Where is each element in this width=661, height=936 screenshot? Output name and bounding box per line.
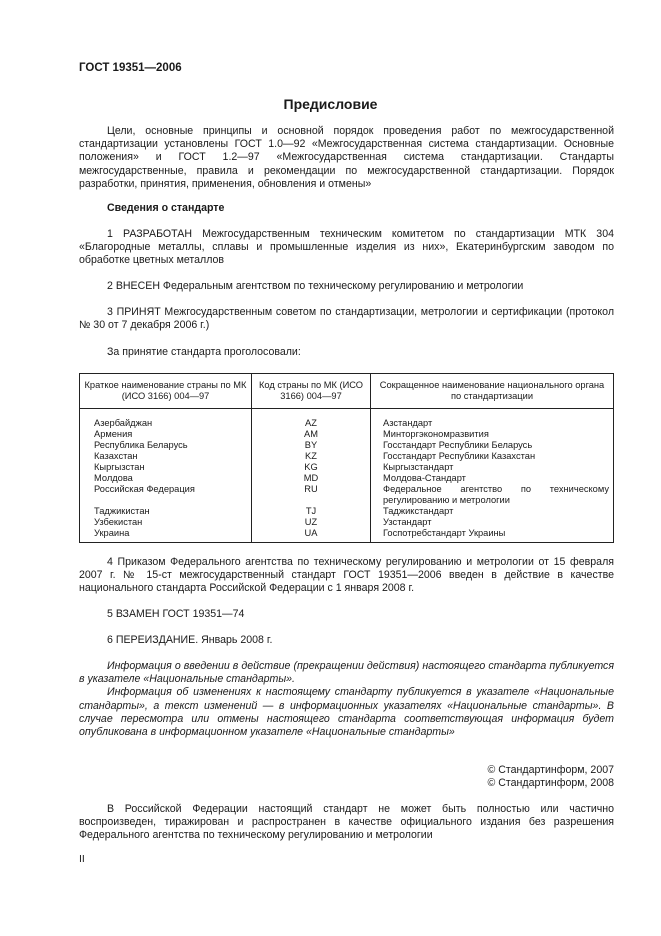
standards-body: Минторгэкономразвития (371, 429, 614, 440)
table-header-code: Код страны по МК (ИСО 3166) 004—97 (252, 374, 371, 409)
country-code: BY (252, 440, 371, 451)
country-name: Азербайджан (80, 409, 252, 430)
publication-notice (79, 660, 614, 739)
notice-changes: Информация об изменениях к настоящему стандарту публикуется в указателе «Национальные стандарты», а текст изменений — в информационных указателях «Национальные стандарты». В случае пересмотра или отмены настоящего стандарта соответствующая информация будет опубликована в информационном указателе «Национальные стандарты» (79, 686, 614, 739)
country-code: TJ (252, 506, 371, 517)
table-row (80, 506, 614, 517)
voting-table (79, 373, 614, 543)
table-row (80, 473, 614, 484)
standards-body: Азстандарт (371, 409, 614, 430)
item-6 (79, 634, 614, 647)
legal-text: В Российской Федерации настоящий стандарт не может быть полностью или частично воспроизведен, тиражирован и распространен в качестве официального издания без разрешения Федерального агентства по техническому регулированию и метрологии (79, 803, 614, 842)
copyright-block (488, 764, 614, 790)
table-row (80, 429, 614, 440)
table-row (80, 409, 614, 430)
table-row (80, 440, 614, 451)
voted-label-block (79, 346, 614, 359)
table-row (80, 462, 614, 473)
item-2 (79, 280, 614, 293)
standards-body: Таджикстандарт (371, 506, 614, 517)
voted-label: За принятие стандарта проголосовали: (107, 346, 301, 358)
item-1 (79, 228, 614, 268)
country-code: UZ (252, 517, 371, 528)
item-5 (79, 608, 614, 621)
item-5-text: 5 ВЗАМЕН ГОСТ 19351—74 (107, 608, 245, 620)
standards-body: Кыргызстандарт (371, 462, 614, 473)
country-code: MD (252, 473, 371, 484)
country-code: RU (252, 484, 371, 506)
country-code: UA (252, 528, 371, 543)
item-3-text: 3 ПРИНЯТ Межгосударственным советом по стандартизации, метрологии и сертификации (протокол № 30 от 7 декабря 2006 г.) (79, 306, 614, 332)
standards-body: Молдова-Стандарт (371, 473, 614, 484)
country-code: KZ (252, 451, 371, 462)
table-header-organ: Сокращенное наименование национального органа по стандартизации (371, 374, 614, 409)
standards-body: Госстандарт Республики Беларусь (371, 440, 614, 451)
country-name: Кыргызстан (80, 462, 252, 473)
legal-notice (79, 803, 614, 843)
country-name: Украина (80, 528, 252, 543)
standard-code: ГОСТ 19351—2006 (79, 62, 182, 74)
country-code: KG (252, 462, 371, 473)
country-name: Республика Беларусь (80, 440, 252, 451)
country-name: Казахстан (80, 451, 252, 462)
item-6-text: 6 ПЕРЕИЗДАНИЕ. Январь 2008 г. (107, 634, 273, 646)
table-row (80, 484, 614, 506)
table-row (80, 528, 614, 543)
table-header-country: Краткое наименование страны по МК (ИСО 3166) 004—97 (80, 374, 252, 409)
notice-introduction: Информация о введении в действие (прекращении действия) настоящего стандарта публикуется в указателе «Национальные стандарты». (79, 660, 614, 686)
standards-body: Госпотребстандарт Украины (371, 528, 614, 543)
country-code: AM (252, 429, 371, 440)
item-3 (79, 306, 614, 332)
item-4-text: 4 Приказом Федерального агентства по техническому регулированию и метрологии от 15 февраля 2007 г. № 15-ст межгосударственный стандарт ГОСТ 19351—2006 введен в действие в качестве национального стандарта Российской Федерации с 1 января 2008 г. (79, 556, 614, 595)
page-title: Предисловие (283, 96, 378, 112)
table-row (80, 517, 614, 528)
item-2-text: 2 ВНЕСЕН Федеральным агентством по техническому регулированию и метрологии (107, 280, 524, 292)
item-4 (79, 556, 614, 596)
country-code: AZ (252, 409, 371, 430)
country-name: Молдова (80, 473, 252, 484)
standards-body: Узстандарт (371, 517, 614, 528)
copyright-line: © Стандартинформ, 2007 (487, 764, 614, 776)
info-heading-block (79, 202, 614, 215)
table-header-row (80, 374, 614, 409)
item-1-text: 1 РАЗРАБОТАН Межгосударственным техническим комитетом по стандартизации МТК 304 «Благородные металлы, сплавы и промышленные изделия из них», Екатеринбургским заводом по обработке цветных металлов (79, 228, 614, 267)
table-row (80, 451, 614, 462)
standards-body: Госстандарт Республики Казахстан (371, 451, 614, 462)
country-name: Армения (80, 429, 252, 440)
copyright-line: © Стандартинформ, 2008 (487, 777, 614, 789)
country-name: Узбекистан (80, 517, 252, 528)
page-number: II (79, 853, 85, 865)
intro-paragraph (79, 125, 614, 191)
intro-text: Цели, основные принципы и основной порядок проведения работ по межгосударственной стандартизации установлены ГОСТ 1.0—92 «Межгосударственная система стандартизации. Основные положения» и ГОСТ 1.2—97 «Межгосударственная система стандартизации. Стандарты межгосударственные, правила и рекомендации по межгосударственной стандартизации. Порядок разработки, принятия, применения, обновления и отмены» (79, 125, 614, 190)
country-name: Таджикистан (80, 506, 252, 517)
info-heading: Сведения о стандарте (107, 202, 225, 214)
standards-body: Федеральное агентство по техническому регулированию и метрологии (371, 484, 614, 506)
country-name: Российская Федерация (80, 484, 252, 506)
